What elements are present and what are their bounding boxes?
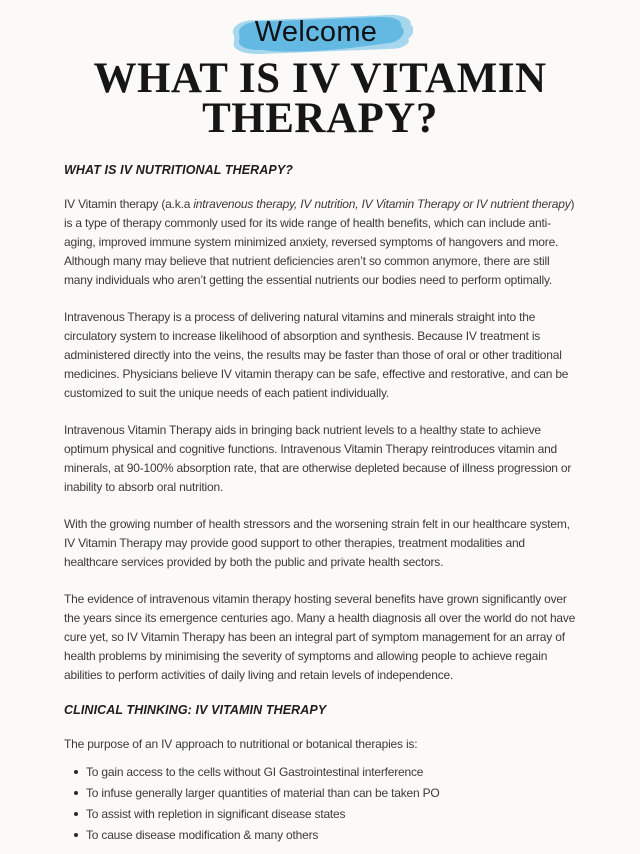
page-title-line1: WHAT IS IV VITAMIN: [93, 55, 547, 102]
paragraph-purpose-intro: The purpose of an IV approach to nutritional or botanical therapies is:: [64, 736, 418, 751]
paragraph-evidence: The evidence of intravenous vitamin therapy hosting several benefits have grown significantly over the years since its emergence centuries ago. Many a health diagnosis all over the world do not have cure yet, so IV Vitamin Therapy has been an integral part of symptom management for an array of health problems by minimising the severity of symptoms and allowing people to achieve regain abilities to perform activities of daily living and retain levels of independence.: [64, 591, 576, 682]
article-body: [0, 140, 640, 844]
list-item-text: To assist with repletion in significant disease states: [86, 806, 346, 821]
list-item: [74, 763, 576, 781]
list-item-text: To gain access to the cells without GI Gastrointestinal interference: [86, 764, 424, 779]
paragraph-healthcare-support: With the growing number of health stressors and the worsening strain felt in our healthcare system, IV Vitamin Therapy may provide good support to other therapies, treatment modalities and healthcare services provided by both the public and private health sectors.: [64, 516, 570, 569]
paragraph-definition-italic: intravenous therapy, IV nutrition, IV Vitamin Therapy or IV nutrient therapy: [193, 196, 571, 211]
section-heading-what-is: WHAT IS IV NUTRITIONAL THERAPY?: [64, 162, 294, 177]
bullet-dot-icon: [74, 770, 78, 774]
paragraph-nutrient-levels: Intravenous Vitamin Therapy aids in bringing back nutrient levels to a healthy state to achieve optimum physical and cognitive functions. Intravenous Vitamin Therapy reintroduces vitamin and minerals, at 90-100% absorption rate, that are otherwise depleted because of illness progression or inability to absorb oral nutrition.: [64, 422, 572, 494]
list-item: [74, 826, 576, 844]
paragraph-definition-prefix: IV Vitamin therapy (a.k.a: [64, 196, 194, 211]
paragraph-definition: [64, 195, 576, 290]
list-item: [74, 805, 576, 823]
page-title-line2: THERAPY?: [202, 95, 438, 143]
welcome-label: Welcome: [254, 16, 378, 48]
purpose-list: [64, 763, 576, 844]
bullet-dot-icon: [74, 833, 78, 837]
welcome-banner: [227, 11, 413, 58]
bullet-dot-icon: [74, 812, 78, 816]
page-header: [0, 0, 640, 143]
section-heading-clinical: CLINICAL THINKING: IV VITAMIN THERAPY: [64, 702, 327, 717]
list-item-text: To cause disease modification & many others: [86, 827, 319, 842]
page-title: [0, 55, 640, 143]
list-item-text: To infuse generally larger quantities of material than can be taken PO: [86, 785, 440, 800]
bullet-dot-icon: [74, 791, 78, 795]
paragraph-process: Intravenous Therapy is a process of delivering natural vitamins and minerals straight into the circulatory system to increase likelihood of absorption and synthesis. Because IV treatment is administered directly into the veins, the results may be faster than those of oral or other traditional medicines. Physicians believe IV vitamin therapy can be safe, effective and restorative, and can be customized to suit the unique needs of each patient individually.: [64, 309, 569, 400]
list-item: [74, 784, 576, 802]
paragraph-definition-suffix: ) is a type of therapy commonly used for its wide range of health benefits, which can include anti-aging, improved immune system minimized anxiety, reversed symptoms of hangovers and more. Although many may believe that nutrient deficiencies aren’t so common anymore, there are still many individuals who aren’t getting the essential nutrients our bodies need to perform optimally.: [64, 196, 575, 287]
